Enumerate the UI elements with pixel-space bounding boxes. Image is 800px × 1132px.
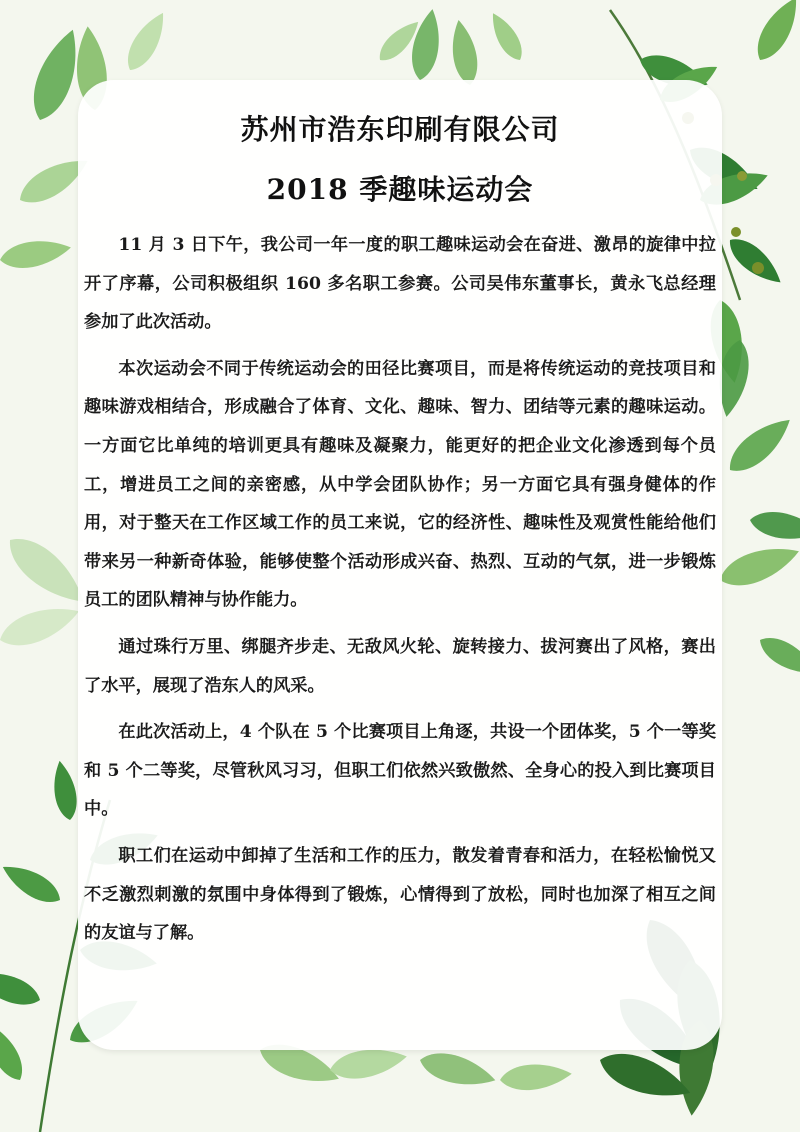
company-title: 苏州市浩东印刷有限公司	[240, 113, 560, 146]
event-title: 2018 季趣味运动会	[266, 173, 534, 206]
paragraph-3: 通过珠行万里、绑腿齐步走、无敌风火轮、旋转接力、拔河赛出了风格，赛出了水平，展现了浩东人的风采。	[84, 636, 716, 696]
article-body	[84, 226, 716, 961]
leaf-cluster-top-center	[373, 7, 528, 87]
paragraph-5: 职工们在运动中卸掉了生活和工作的压力，散发着青春和活力，在轻松愉悦又不乏激烈刺激的氛围中身体得到了锻炼，心情得到了放松，同时也加深了相互之间的友谊与了解。	[84, 845, 716, 944]
paragraph-1: 11 月 3 日下午，我公司一年一度的职工趣味运动会在奋进、激昂的旋律中拉开了序幕，公司积极组织 160 多名职工参赛。公司吴伟东董事长，黄永飞总经理参加了此次活动。	[84, 235, 716, 333]
leaf-cluster-right-middle	[713, 338, 800, 683]
paragraph-2: 本次运动会不同于传统运动会的田径比赛项目，而是将传统运动的竞技项目和趣味游戏相结合，形成融合了体育、文化、趣味、智力、团结等元素的趣味运动。一方面它比单纯的培训更具有趣味及凝聚力，能更好的把企业文化渗透到每个员工，增进员工之间的亲密感，从中学会团队协作；另一方面它具有强身健体的作用，对于整天在工作区域工作的员工来说，它的经济性、趣味性及观赏性能给他们带来另一种新奇体验，能够使整个活动形成兴奋、热烈、互动的气氛，进一步锻炼员工的团队精神与协作能力。	[84, 358, 716, 611]
paragraph-4: 在此次活动上，4 个队在 5 个比赛项目上角逐，共设一个团体奖，5 个一等奖和 5 个二等奖，尽管秋风习习，但职工们依然兴致傲然、全身心的投入到比赛项目中。	[84, 722, 716, 820]
